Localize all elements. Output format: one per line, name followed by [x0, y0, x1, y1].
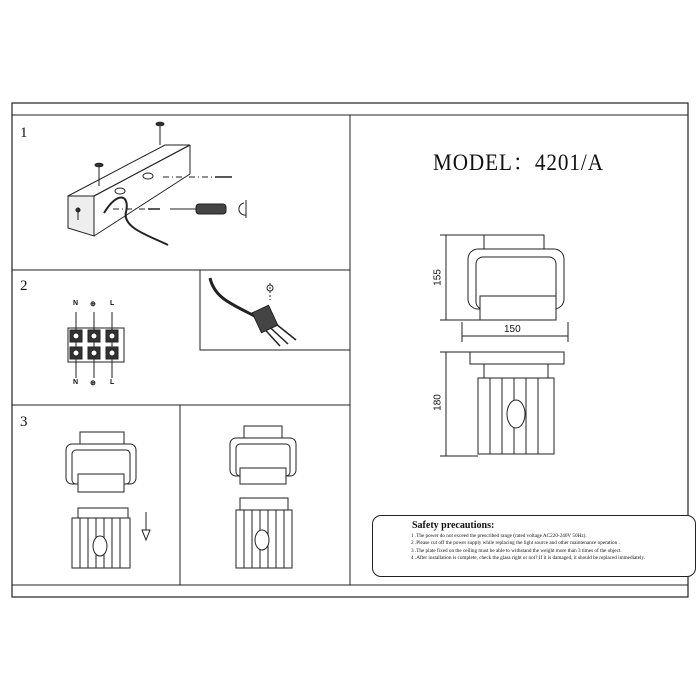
safety-precautions-box: [372, 515, 696, 577]
safety-item: 3 .The plate fixed on the ceiling must be able to withstand the weight more than 3 times of the object.: [411, 547, 622, 554]
safety-item: 2 .Please cut off the power supply while replacing the light source and other maintenance operation .: [411, 540, 620, 547]
terminal-label-l-top: L: [110, 300, 115, 307]
step-number-1: 1: [20, 125, 28, 141]
step-number-2: 2: [20, 278, 28, 294]
dimension-drawing-bottom: [440, 352, 564, 456]
model-title: MODEL：4201/A: [433, 150, 604, 175]
step3-fixture-installed: [230, 426, 296, 568]
step2-wiring-detail: [200, 270, 350, 350]
step2-terminal-block: [68, 312, 124, 378]
terminal-label-n-top: N: [73, 300, 79, 307]
terminal-label-l-bottom: L: [110, 379, 115, 386]
dimension-width: 150: [504, 324, 521, 335]
terminal-label-n-bottom: N: [73, 379, 79, 386]
terminal-label-earth-bottom: ⊕: [90, 380, 96, 387]
safety-title: Safety precautions:: [412, 520, 495, 531]
step3-fixture-assembly: [66, 432, 150, 568]
safety-item: 4 .After installation is complete, check the glass right or not? If it is damaged, it should be replaced immediately.: [411, 555, 646, 562]
safety-item: 1 .The power do not exceed the prescribed range (rated voltage AC220-240V 50Hz).: [411, 533, 587, 539]
dimension-height-top: 155: [432, 269, 444, 286]
safety-list: [411, 533, 693, 563]
dimension-height-bottom: 180: [432, 394, 444, 411]
step1-bracket-drawing: [68, 122, 246, 245]
step-number-3: 3: [20, 414, 28, 430]
terminal-label-earth-top: ⊕: [90, 301, 96, 308]
